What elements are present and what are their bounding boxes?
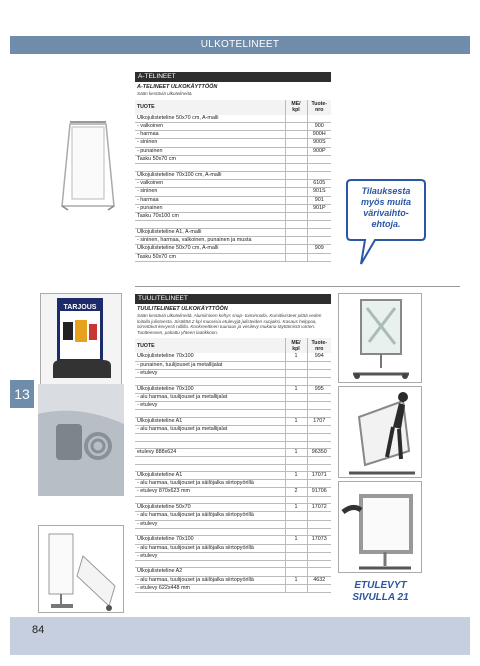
product-no-cell [307, 426, 331, 434]
product-no-cell [307, 568, 331, 576]
product-no-cell [307, 171, 331, 179]
product-no-cell: 1707 [307, 417, 331, 425]
section-b-description: Sään kestäviä ulkotelineitä. Alumiininen kehys snap- toiminnolla. Kumitiivisteet pitää veden loitolla julisteesta. Sisältää 2 kpl muovisia etulevyjä julisteiden suojaksi. Kasaus helppoa, siirrettävä kevyesti rullilla. Konkreettinen tuunaus ja vesilevy mukana täyttämistä varten. Tuotteeseen, pakattu yhteen laatikkoon. [137, 313, 322, 335]
table-row [135, 213, 331, 221]
person-assembling-image [338, 386, 422, 478]
page-number: 84 [32, 624, 45, 636]
unit-cell [285, 188, 307, 196]
table-row [135, 426, 331, 434]
rolling-stand-image [38, 525, 124, 613]
product-no-cell [307, 457, 331, 464]
unit-cell [285, 147, 307, 155]
front-panels-line-1: ETULEVYT [354, 580, 407, 591]
unit-cell: 1 [285, 536, 307, 544]
product-cell: - etulevy [135, 369, 285, 377]
table-row [135, 115, 331, 123]
tarjous-sign-image [40, 293, 122, 385]
unit-cell [285, 131, 307, 139]
table-row [135, 457, 331, 464]
table-row [135, 576, 331, 584]
product-no-cell: 900H [307, 131, 331, 139]
unit-cell [285, 426, 307, 434]
section-title: ULKOTELINEET [200, 39, 280, 50]
product-no-cell: 901 [307, 196, 331, 204]
unit-cell: 1 [285, 385, 307, 393]
unit-cell [285, 480, 307, 488]
unit-cell [285, 171, 307, 179]
table-row [135, 353, 331, 361]
product-no-cell [307, 552, 331, 560]
table-row [135, 361, 331, 369]
product-cell: Ulkojulisteteline A2 [135, 568, 285, 576]
product-cell: etulevy 888x624 [135, 448, 285, 456]
table-row [135, 245, 331, 253]
table-row [135, 378, 331, 385]
product-cell: - etulevy [135, 402, 285, 410]
product-no-cell: 91706 [307, 488, 331, 496]
product-no-cell [307, 441, 331, 448]
product-cell [135, 457, 285, 464]
col-unit: ME/ kpl [285, 100, 307, 115]
front-panels-note [338, 580, 423, 604]
unit-cell [285, 164, 307, 171]
product-no-cell: 900P [307, 147, 331, 155]
product-no-cell [307, 402, 331, 410]
section-b-subtitle: TUULITELINEET ULKOKÄYTTÖÖN [137, 306, 228, 312]
col-product-no: Tuote- nro [307, 100, 331, 115]
product-no-cell [307, 213, 331, 221]
wind-stand-image [338, 293, 422, 383]
table-row [135, 131, 331, 139]
table-row [135, 512, 331, 520]
unit-cell [285, 228, 307, 236]
product-no-cell: 994 [307, 353, 331, 361]
unit-cell [285, 179, 307, 187]
product-cell: - sininen, harmaa, valkoinen, punainen ja musta [135, 237, 285, 245]
unit-cell [285, 245, 307, 253]
table-row [135, 568, 331, 576]
chapter-number: 13 [14, 386, 30, 402]
product-cell: Tasku 50x70 cm [135, 253, 285, 261]
table-row [135, 536, 331, 544]
col-product: TUOTE [135, 338, 285, 353]
product-no-cell [307, 528, 331, 535]
unit-cell [285, 237, 307, 245]
unit-cell [285, 441, 307, 448]
footer-bar [10, 617, 470, 655]
product-cell: - alu harmaa, tuulijouset ja säilöjalka siirtopyörillä [135, 544, 285, 552]
product-cell [135, 464, 285, 471]
unit-cell [285, 204, 307, 212]
product-cell: Ulkojulisteteline A1, A-malli [135, 228, 285, 236]
unit-cell: 1 [285, 471, 307, 479]
product-cell: Ulkojulisteteline 50x70 cm, A-malli [135, 245, 285, 253]
table-row [135, 528, 331, 535]
product-no-cell [307, 480, 331, 488]
callout-line-2: myös muita [360, 197, 411, 207]
table-row [135, 410, 331, 417]
table-row [135, 471, 331, 479]
product-no-cell [307, 544, 331, 552]
product-no-cell: 901S [307, 188, 331, 196]
stand-frame-closeup-image [338, 481, 422, 573]
unit-cell [285, 221, 307, 228]
product-no-cell: 4632 [307, 576, 331, 584]
product-cell: - valkoinen [135, 179, 285, 187]
table-row [135, 221, 331, 228]
table-row [135, 448, 331, 456]
section-divider [135, 286, 460, 287]
unit-cell [285, 393, 307, 401]
unit-cell: 1 [285, 353, 307, 361]
product-no-cell [307, 434, 331, 441]
a-frame-section [135, 72, 331, 262]
unit-cell [285, 402, 307, 410]
unit-cell [285, 464, 307, 471]
table-row [135, 156, 331, 164]
section-a-description: Sään kestäviä ulkotelineitä. [137, 91, 193, 96]
unit-cell [285, 253, 307, 261]
unit-cell [285, 512, 307, 520]
table-row [135, 164, 331, 171]
unit-cell: 2 [285, 488, 307, 496]
product-cell: - punainen, tuulijouset ja metallijalat [135, 361, 285, 369]
product-no-cell: 909 [307, 245, 331, 253]
front-panels-line-2: SIVULLA 21 [352, 592, 409, 603]
product-no-cell [307, 253, 331, 261]
product-cell: Ulkojulisteteline 70x100 cm, A-malli [135, 171, 285, 179]
product-cell: Ulkojulisteteline 70x100 [135, 385, 285, 393]
product-cell: Ulkojulisteteline A1 [135, 471, 285, 479]
spring-detail-image [38, 384, 124, 496]
callout-line-4: ehtoja. [371, 219, 401, 229]
table-row [135, 504, 331, 512]
section-title-bar [10, 36, 470, 54]
table-row [135, 561, 331, 568]
product-no-cell [307, 221, 331, 228]
product-cell: - etulevy [135, 520, 285, 528]
section-a-subtitle: A-TELINEET ULKOKÄYTTÖÖN [137, 84, 218, 90]
product-cell: - etulevy 622x448 mm [135, 584, 285, 592]
product-cell: Tasku 50x70 cm [135, 156, 285, 164]
col-product: TUOTE [135, 100, 285, 115]
table-row [135, 552, 331, 560]
unit-cell [285, 520, 307, 528]
product-no-cell: 901P [307, 204, 331, 212]
product-no-cell [307, 584, 331, 592]
table-row [135, 171, 331, 179]
product-no-cell [307, 164, 331, 171]
chapter-tab [10, 380, 34, 408]
product-no-cell [307, 228, 331, 236]
product-cell: - sininen [135, 188, 285, 196]
table-row [135, 434, 331, 441]
product-cell: - alu harmaa, tuulijouset ja metallijalat [135, 393, 285, 401]
table-row [135, 480, 331, 488]
col-product-no: Tuote- nro [307, 338, 331, 353]
table-row [135, 179, 331, 187]
callout-line-3: värivaihto- [363, 208, 409, 218]
unit-cell [285, 369, 307, 377]
table-row [135, 122, 331, 130]
unit-cell [285, 434, 307, 441]
product-no-cell: 6105 [307, 179, 331, 187]
unit-cell [285, 139, 307, 147]
table-row [135, 441, 331, 448]
unit-cell [285, 122, 307, 130]
table-row [135, 417, 331, 425]
product-no-cell: 900 [307, 122, 331, 130]
product-cell: - alu harmaa, tuulijouset ja säilöjalka siirtopyörillä [135, 480, 285, 488]
sign-offer-text: TARJOUS [63, 304, 97, 311]
table-row [135, 393, 331, 401]
unit-cell [285, 378, 307, 385]
product-cell [135, 434, 285, 441]
unit-cell [285, 196, 307, 204]
product-no-cell [307, 115, 331, 123]
product-cell: Ulkojulisteteline 70x100 [135, 536, 285, 544]
section-b-heading: TUULITELINEET [135, 294, 331, 304]
product-cell: - alu harmaa, tuulijouset ja säilöjalka siirtopyörillä [135, 576, 285, 584]
unit-cell: 1 [285, 576, 307, 584]
product-no-cell: 17072 [307, 504, 331, 512]
table-row [135, 188, 331, 196]
product-no-cell [307, 361, 331, 369]
unit-cell [285, 115, 307, 123]
product-no-cell [307, 464, 331, 471]
a-frame-stand-image [58, 118, 118, 213]
product-cell: - alu harmaa, tuulijouset ja metallijalat [135, 426, 285, 434]
product-cell: - etulevy 870x623 mm [135, 488, 285, 496]
unit-cell [285, 552, 307, 560]
product-no-cell [307, 378, 331, 385]
unit-cell [285, 561, 307, 568]
unit-cell [285, 584, 307, 592]
unit-cell [285, 568, 307, 576]
product-no-cell [307, 520, 331, 528]
product-cell: - punainen [135, 147, 285, 155]
product-cell: Ulkojulisteteline 50x70 [135, 504, 285, 512]
product-cell [135, 441, 285, 448]
product-no-cell [307, 156, 331, 164]
product-cell: - alu harmaa, tuulijouset ja säilöjalka siirtopyörillä [135, 512, 285, 520]
unit-cell [285, 496, 307, 503]
table-row [135, 139, 331, 147]
product-no-cell [307, 237, 331, 245]
unit-cell [285, 361, 307, 369]
callout-line-1: Tilauksesta [361, 186, 411, 196]
product-cell [135, 221, 285, 228]
product-cell: - harmaa [135, 131, 285, 139]
table-row [135, 584, 331, 592]
unit-cell [285, 528, 307, 535]
product-no-cell [307, 410, 331, 417]
table-row [135, 237, 331, 245]
product-no-cell [307, 512, 331, 520]
unit-cell: 1 [285, 504, 307, 512]
unit-cell: 1 [285, 448, 307, 456]
unit-cell [285, 213, 307, 221]
product-no-cell: 96350 [307, 448, 331, 456]
product-no-cell: 17071 [307, 471, 331, 479]
callout-bubble [345, 178, 427, 270]
table-row [135, 196, 331, 204]
table-row [135, 369, 331, 377]
product-no-cell [307, 369, 331, 377]
table-row [135, 385, 331, 393]
section-a-table [135, 100, 331, 262]
unit-cell [285, 457, 307, 464]
product-no-cell: 17073 [307, 536, 331, 544]
unit-cell: 1 [285, 417, 307, 425]
wind-stand-section [135, 294, 331, 593]
product-no-cell: 995 [307, 385, 331, 393]
table-row [135, 228, 331, 236]
product-cell: Tasku 70x100 cm [135, 213, 285, 221]
product-cell: - sininen [135, 139, 285, 147]
product-cell [135, 378, 285, 385]
table-row [135, 520, 331, 528]
section-a-heading: A-TELINEET [135, 72, 331, 82]
section-b-table [135, 338, 331, 593]
product-cell [135, 164, 285, 171]
product-no-cell [307, 561, 331, 568]
table-row [135, 253, 331, 261]
product-cell: - valkoinen [135, 122, 285, 130]
table-row [135, 402, 331, 410]
unit-cell [285, 156, 307, 164]
table-row [135, 464, 331, 471]
table-row [135, 496, 331, 503]
product-cell: - harmaa [135, 196, 285, 204]
product-cell [135, 528, 285, 535]
unit-cell [285, 544, 307, 552]
product-cell [135, 496, 285, 503]
product-cell: Ulkojulisteteline 50x70 cm, A-malli [135, 115, 285, 123]
product-no-cell: 900S [307, 139, 331, 147]
product-cell [135, 561, 285, 568]
product-cell [135, 410, 285, 417]
product-no-cell [307, 496, 331, 503]
product-cell: Ulkojulisteteline 70x100 [135, 353, 285, 361]
table-row [135, 488, 331, 496]
table-row [135, 544, 331, 552]
product-cell: Ulkojulisteteline A1 [135, 417, 285, 425]
unit-cell [285, 410, 307, 417]
table-row [135, 147, 331, 155]
product-cell: - punainen [135, 204, 285, 212]
product-no-cell [307, 393, 331, 401]
table-row [135, 204, 331, 212]
product-cell: - etulevy [135, 552, 285, 560]
col-unit: ME/ kpl [285, 338, 307, 353]
